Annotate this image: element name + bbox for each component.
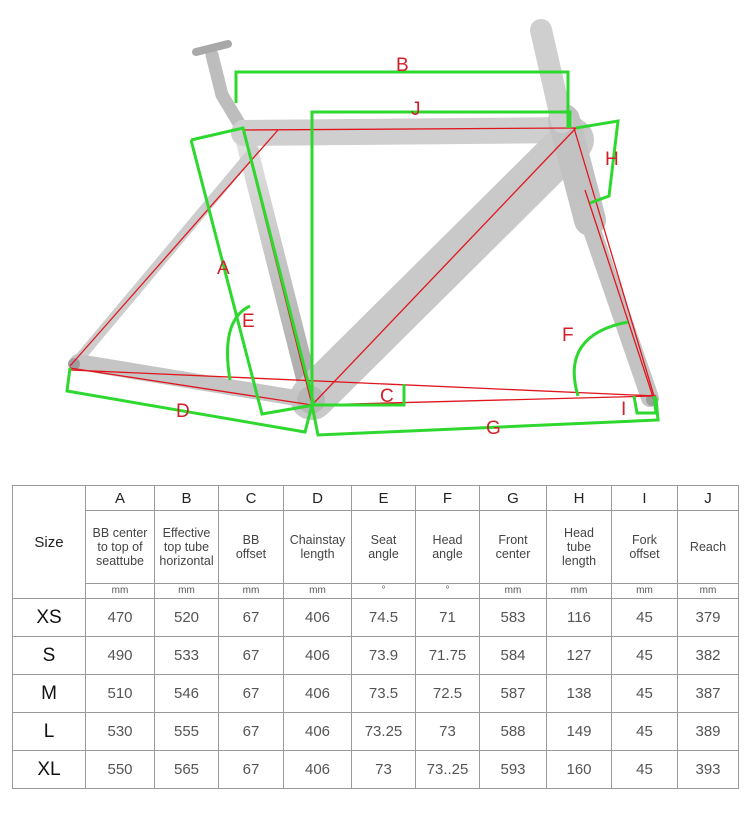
col-name-line: tube xyxy=(566,540,592,554)
value-cell: 73.9 xyxy=(352,637,416,675)
label-h: H xyxy=(605,149,619,170)
value-cell: 406 xyxy=(284,675,352,713)
col-name-line: center xyxy=(495,547,531,561)
col-letter: H xyxy=(547,486,612,511)
col-name-line: Effective xyxy=(162,526,211,540)
label-g: G xyxy=(486,418,501,439)
geometry-table xyxy=(12,485,739,789)
col-name-line: Seat xyxy=(370,533,397,547)
col-letter: A xyxy=(86,486,155,511)
col-unit: mm xyxy=(86,584,155,599)
value-cell: 470 xyxy=(86,599,155,637)
col-letter: E xyxy=(352,486,416,511)
value-cell: 160 xyxy=(547,751,612,789)
col-name xyxy=(480,511,547,584)
col-unit: mm xyxy=(219,584,284,599)
value-cell: 67 xyxy=(219,637,284,675)
chain-stay xyxy=(78,362,308,400)
value-cell: 71.75 xyxy=(416,637,480,675)
value-cell: 74.5 xyxy=(352,599,416,637)
value-cell: 588 xyxy=(480,713,547,751)
col-unit: mm xyxy=(480,584,547,599)
col-name xyxy=(678,511,739,584)
value-cell: 587 xyxy=(480,675,547,713)
col-name xyxy=(86,511,155,584)
size-cell: L xyxy=(13,713,86,751)
label-a: A xyxy=(217,258,230,279)
value-cell: 533 xyxy=(155,637,219,675)
col-name-line: Chainstay xyxy=(289,533,346,547)
value-cell: 73 xyxy=(352,751,416,789)
table-row xyxy=(13,675,739,713)
value-cell: 406 xyxy=(284,751,352,789)
col-name-line: seattube xyxy=(96,554,144,568)
value-cell: 565 xyxy=(155,751,219,789)
value-cell: 149 xyxy=(547,713,612,751)
value-cell: 116 xyxy=(547,599,612,637)
value-cell: 490 xyxy=(86,637,155,675)
col-unit: ° xyxy=(416,584,480,599)
col-letter: D xyxy=(284,486,352,511)
col-name-line: BB center xyxy=(92,526,148,540)
col-name-line: angle xyxy=(432,547,463,561)
size-cell: XS xyxy=(13,599,86,637)
table-row xyxy=(13,751,739,789)
col-name-line: offset xyxy=(235,547,267,561)
steerer xyxy=(541,30,562,122)
label-d: D xyxy=(176,401,190,422)
value-cell: 382 xyxy=(678,637,739,675)
col-unit: ° xyxy=(352,584,416,599)
value-cell: 45 xyxy=(612,713,678,751)
col-name-line: Head xyxy=(432,533,463,547)
col-unit: mm xyxy=(547,584,612,599)
size-header: Size xyxy=(13,486,86,599)
col-name xyxy=(219,511,284,584)
column-name-row xyxy=(13,511,739,584)
value-cell: 73..25 xyxy=(416,751,480,789)
col-name-line: angle xyxy=(368,547,399,561)
label-e: E xyxy=(242,311,255,332)
value-cell: 555 xyxy=(155,713,219,751)
value-cell: 406 xyxy=(284,713,352,751)
col-name-line: horizontal xyxy=(159,554,214,568)
value-cell: 67 xyxy=(219,675,284,713)
value-cell: 67 xyxy=(219,751,284,789)
value-cell: 550 xyxy=(86,751,155,789)
col-name xyxy=(547,511,612,584)
value-cell: 45 xyxy=(612,599,678,637)
label-i: I xyxy=(621,399,627,420)
value-cell: 67 xyxy=(219,713,284,751)
col-name-line: to top of xyxy=(97,540,143,554)
col-name-line: top tube xyxy=(163,540,210,554)
col-letter: C xyxy=(219,486,284,511)
col-name-line: BB xyxy=(242,533,260,547)
col-name xyxy=(284,511,352,584)
label-f: F xyxy=(562,325,574,346)
col-letter: I xyxy=(612,486,678,511)
value-cell: 45 xyxy=(612,751,678,789)
value-cell: 520 xyxy=(155,599,219,637)
col-name-line: offset xyxy=(629,547,660,561)
top-tube xyxy=(244,130,574,133)
col-name xyxy=(352,511,416,584)
table-row xyxy=(13,637,739,675)
value-cell: 546 xyxy=(155,675,219,713)
value-cell: 387 xyxy=(678,675,739,713)
col-name xyxy=(155,511,219,584)
col-name-line: length xyxy=(561,554,597,568)
table-row xyxy=(13,713,739,751)
geometry-table-body xyxy=(13,599,739,789)
value-cell: 530 xyxy=(86,713,155,751)
col-letter: J xyxy=(678,486,739,511)
size-cell: S xyxy=(13,637,86,675)
seat-stay xyxy=(78,150,254,360)
col-name xyxy=(416,511,480,584)
col-name-line: Reach xyxy=(689,540,727,554)
col-name-line: length xyxy=(300,547,335,561)
size-cell: XL xyxy=(13,751,86,789)
value-cell: 72.5 xyxy=(416,675,480,713)
value-cell: 393 xyxy=(678,751,739,789)
label-b: B xyxy=(396,55,409,76)
value-cell: 45 xyxy=(612,675,678,713)
col-letter: B xyxy=(155,486,219,511)
column-unit-row xyxy=(13,584,739,599)
value-cell: 584 xyxy=(480,637,547,675)
col-letter: F xyxy=(416,486,480,511)
line-fork xyxy=(585,190,654,400)
col-unit: mm xyxy=(284,584,352,599)
value-cell: 73.25 xyxy=(352,713,416,751)
col-name-line: Head xyxy=(564,526,594,540)
value-cell: 73 xyxy=(416,713,480,751)
saddle-clamp xyxy=(196,44,228,52)
label-j: J xyxy=(411,99,421,120)
label-c: C xyxy=(380,386,394,407)
value-cell: 583 xyxy=(480,599,547,637)
value-cell: 406 xyxy=(284,599,352,637)
value-cell: 71 xyxy=(416,599,480,637)
line-down xyxy=(312,128,576,405)
value-cell: 593 xyxy=(480,751,547,789)
value-cell: 45 xyxy=(612,637,678,675)
value-cell: 379 xyxy=(678,599,739,637)
col-unit: mm xyxy=(155,584,219,599)
col-unit: mm xyxy=(612,584,678,599)
value-cell: 138 xyxy=(547,675,612,713)
value-cell: 389 xyxy=(678,713,739,751)
value-cell: 127 xyxy=(547,637,612,675)
size-cell: M xyxy=(13,675,86,713)
col-name-line: Front xyxy=(498,533,528,547)
value-cell: 73.5 xyxy=(352,675,416,713)
seatpost xyxy=(212,55,243,130)
table-row xyxy=(13,599,739,637)
col-name xyxy=(612,511,678,584)
column-letter-row xyxy=(13,486,739,511)
value-cell: 406 xyxy=(284,637,352,675)
fork-blade xyxy=(585,210,650,398)
col-letter: G xyxy=(480,486,547,511)
col-name-line: Fork xyxy=(632,533,657,547)
col-unit: mm xyxy=(678,584,739,599)
value-cell: 67 xyxy=(219,599,284,637)
value-cell: 510 xyxy=(86,675,155,713)
